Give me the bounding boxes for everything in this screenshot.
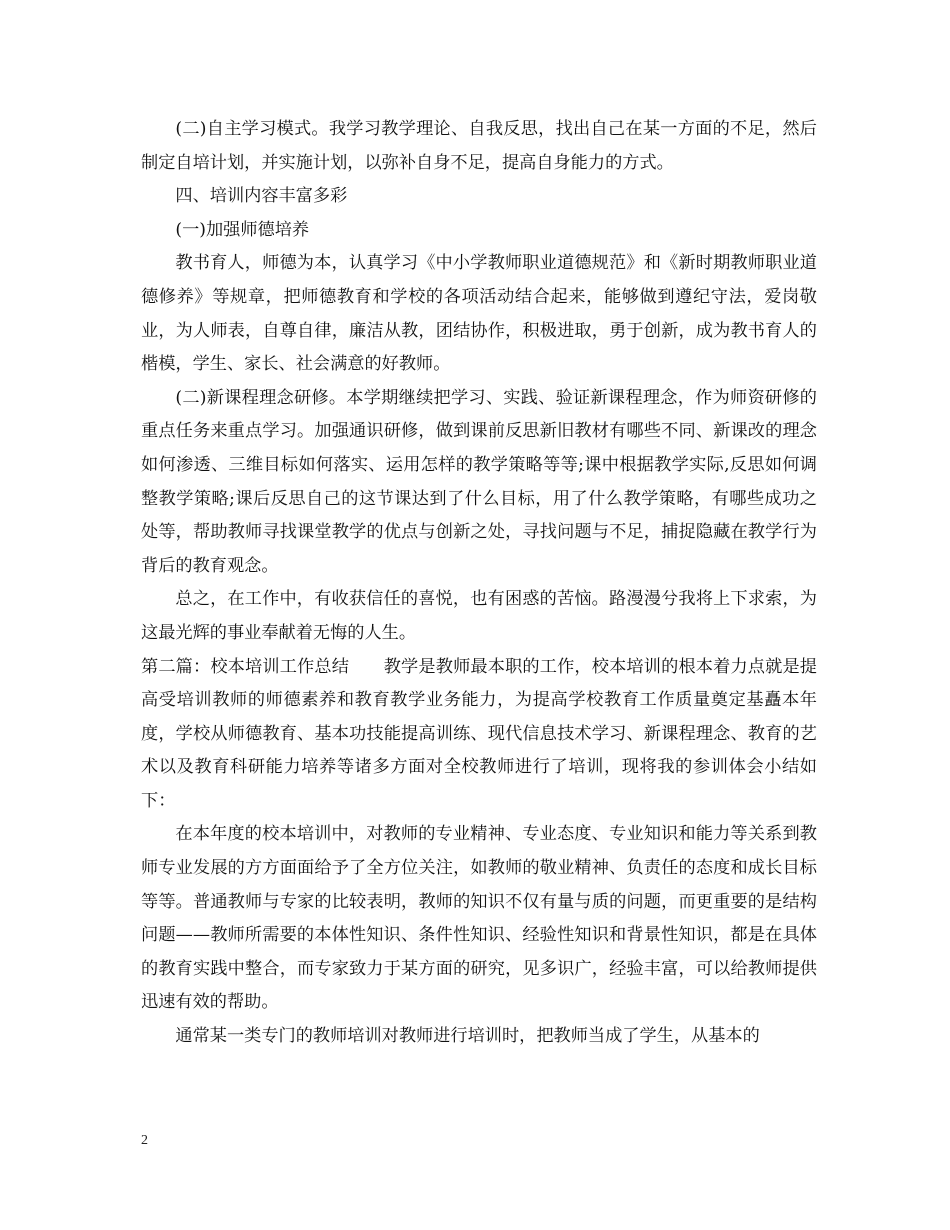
- page-number: 2: [141, 1133, 148, 1148]
- paragraph-teacher-ethics: 教书育人，师德为本，认真学习《中小学教师职业道德规范》和《新时期教师职业道德修养》等规章，把师德教育和学校的各项活动结合起来，能够做到遵纪守法，爱岗敬业，为人师表，自尊自律，廉洁从教，团结协作，积极进取，勇于创新，成为教书育人的楷模，学生、家长、社会满意的好教师。: [141, 253, 817, 375]
- paragraph-second-article-intro: 第二篇：校本培训工作总结 教学是教师最本职的工作，校本培训的根本着力点就是提高受培训教师的师德素养和教育教学业务能力，为提高学校教育工作质量奠定基矗本年度，学校从师德教育、基本功技能提高训练、现代信息技术学习、新课程理念、教育的艺术以及教育科研能力培养等诸多方面对全校教师进行了培训，现将我的参训体会小结如下：: [141, 656, 817, 811]
- paragraph-self-study-mode: (二)自主学习模式。我学习教学理论、自我反思，找出自己在某一方面的不足，然后制定自培计划，并实施计划，以弥补自身不足，提高自身能力的方式。: [141, 119, 817, 173]
- subheading-teacher-ethics: (一)加强师德培养: [175, 219, 310, 240]
- paragraph-specialized-training: 通常某一类专门的教师培训对教师进行培训时，把教师当成了学生，从基本的: [175, 1026, 760, 1047]
- paragraph-new-curriculum: (二)新课程理念研修。本学期继续把学习、实践、验证新课程理念，作为师资研修的重点任务来重点学习。加强通识研修，做到课前反思新旧教材有哪些不同、新课改的理念如何渗透、三维目标如何落实、运用怎样的教学策略等等;课中根据教学实际,反思如何调整教学策略;课后反思自己的这节课达到了什么目标，用了什么教学策略，有哪些成功之处等，帮助教师寻找课堂教学的优点与创新之处，寻找问题与不足，捕捉隐藏在教学行为背后的教育观念。: [141, 387, 817, 576]
- heading-training-content: 四、培训内容丰富多彩: [175, 186, 348, 207]
- document-body: [141, 113, 817, 1054]
- paragraph-conclusion: 总之，在工作中，有收获信任的喜悦，也有困惑的苦恼。路漫漫兮我将上下求索，为这最光辉的事业奉献着无悔的人生。: [141, 589, 817, 643]
- paragraph-school-training: 在本年度的校本培训中，对教师的专业精神、专业态度、专业知识和能力等关系到教师专业发展的方方面面给予了全方位关注，如教师的敬业精神、负责任的态度和成长目标等等。普通教师与专家的比较表明，教师的知识不仅有量与质的问题，而更重要的是结构问题——教师所需要的本体性知识、条件性知识、经验性知识和背景性知识，都是在具体的教育实践中整合，而专家致力于某方面的研究，见多识广，经验丰富，可以给教师提供迅速有效的帮助。: [141, 824, 817, 1013]
